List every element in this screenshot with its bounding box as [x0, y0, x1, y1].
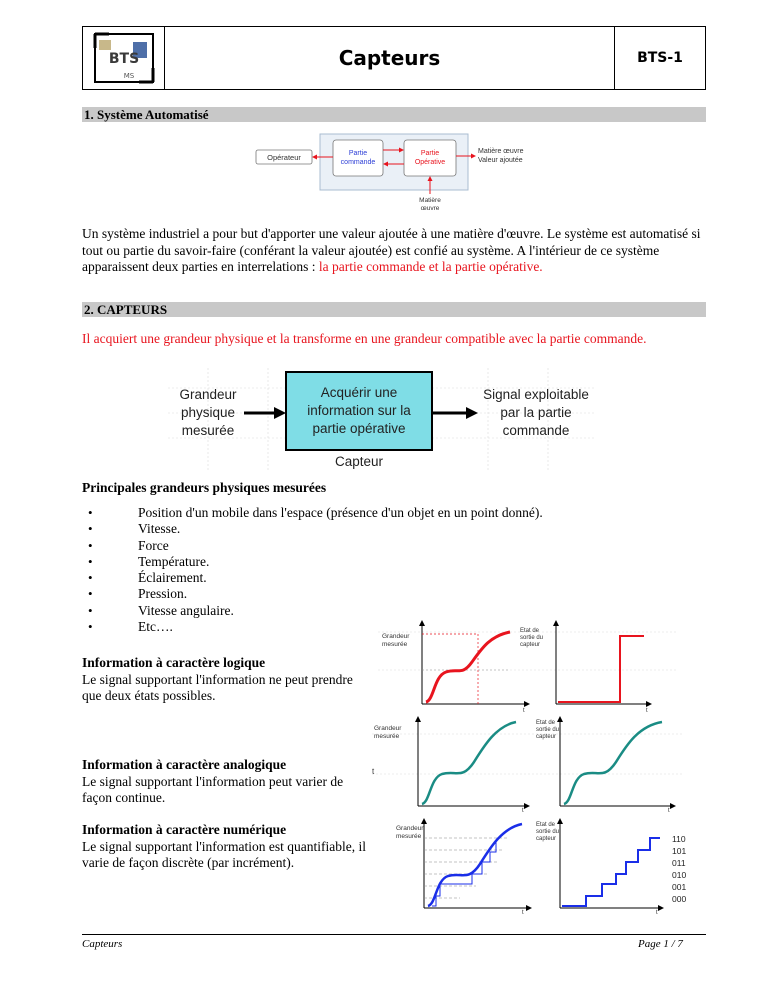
svg-text:capteur: capteur: [536, 836, 557, 842]
svg-text:sortie du: sortie du: [536, 727, 560, 733]
svg-text:information sur la: information sur la: [307, 403, 411, 418]
svg-text:sortie du: sortie du: [536, 829, 560, 835]
list-item: • Pression.: [82, 586, 543, 602]
svg-text:commande: commande: [502, 423, 570, 438]
course-code: BTS-1: [637, 50, 683, 66]
svg-text:000: 000: [672, 894, 687, 904]
svg-text:Etat de: Etat de: [536, 822, 556, 828]
operative-box: [404, 140, 456, 176]
info-analogique: [82, 757, 372, 807]
list-item: • Etc….: [82, 619, 543, 635]
list-item: • Éclairement.: [82, 570, 543, 586]
svg-text:œuvre: œuvre: [420, 205, 440, 212]
svg-text:sortie du: sortie du: [520, 635, 544, 641]
svg-text:011: 011: [672, 858, 686, 868]
analogique-graphs: [372, 714, 684, 814]
svg-text:Matière: Matière: [419, 197, 441, 204]
svg-text:Matière œuvre: Matière œuvre: [478, 148, 524, 155]
system-diagram: [250, 128, 550, 214]
info-analogique-text: Le signal supportant l'information peut varier de façon continue.: [82, 773, 344, 805]
info-logique: [82, 655, 372, 705]
svg-text:capteur: capteur: [536, 734, 557, 740]
logique-graphs: [378, 620, 678, 712]
info-logique-text: Le signal supportant l'information ne peut prendre que deux états possibles.: [82, 671, 353, 703]
svg-text:BTS: BTS: [108, 51, 139, 67]
footer-divider: [82, 934, 706, 935]
svg-text:Acquérir une: Acquérir une: [320, 385, 398, 400]
section2-intro: Il acquiert une grandeur physique et la transforme en une grandeur compatible avec la partie commande.: [82, 331, 647, 346]
svg-text:partie opérative: partie opérative: [312, 421, 406, 436]
footer-title: Capteurs: [82, 938, 123, 950]
list-item: • Température.: [82, 554, 543, 570]
section1-paragraph: Un système industriel a pour but d'apporter une valeur ajoutée à une matière d'œuvre. Le système est automatisé si tout ou partie du savoir-faire (conférant la valeur ajoutée) est confié au système. A l'intérieur de ce système apparaissent deux parties en interrelations : la partie commande et la partie opérative.: [82, 226, 701, 274]
page-title: Capteurs: [165, 27, 615, 89]
command-box: [333, 140, 383, 176]
svg-text:t: t: [523, 708, 525, 712]
section1-heading: 1. Système Automatisé: [82, 107, 706, 122]
numerique-graphs: [380, 816, 694, 916]
svg-text:Grandeur: Grandeur: [374, 725, 402, 732]
svg-text:commande: commande: [340, 159, 376, 166]
svg-text:mesurée: mesurée: [181, 423, 235, 438]
svg-text:Signal exploitable: Signal exploitable: [483, 387, 589, 402]
svg-text:mesurée: mesurée: [382, 641, 408, 648]
svg-text:MS: MS: [123, 72, 134, 80]
logo: [83, 27, 165, 89]
svg-text:110: 110: [672, 834, 686, 844]
section2-heading: 2. CAPTEURS: [82, 302, 706, 317]
svg-text:Capteur: Capteur: [334, 454, 384, 469]
svg-text:101: 101: [672, 846, 687, 856]
list-item: • Vitesse.: [82, 521, 543, 537]
svg-text:t: t: [372, 767, 375, 776]
svg-text:Partie: Partie: [348, 150, 368, 157]
svg-text:t: t: [522, 808, 524, 814]
svg-text:mesurée: mesurée: [374, 733, 400, 740]
svg-text:t: t: [668, 808, 670, 814]
list-item: • Position d'un mobile dans l'espace (présence d'un objet en un point donné).: [82, 505, 543, 521]
info-numerique: [82, 822, 372, 872]
svg-text:mesurée: mesurée: [396, 833, 422, 840]
svg-text:t: t: [646, 708, 648, 712]
svg-text:par la partie: par la partie: [500, 405, 572, 420]
list-item: • Force: [82, 538, 543, 554]
quantities-list: [82, 505, 543, 635]
svg-text:Valeur ajoutée: Valeur ajoutée: [478, 157, 523, 164]
info-logique-title: Information à caractère logique: [82, 655, 266, 670]
svg-text:t: t: [522, 910, 524, 916]
quantities-heading: Principales grandeurs physiques mesurées: [82, 480, 327, 495]
info-analogique-title: Information à caractère analogique: [82, 757, 287, 772]
svg-text:Grandeur: Grandeur: [396, 825, 424, 832]
svg-text:physique: physique: [180, 405, 236, 420]
list-item: • Vitesse angulaire.: [82, 603, 543, 619]
svg-text:Grandeur: Grandeur: [179, 387, 237, 402]
svg-text:capteur: capteur: [520, 642, 541, 648]
info-numerique-title: Information à caractère numérique: [82, 822, 287, 837]
svg-text:t: t: [656, 910, 658, 916]
bts-logo-icon: [89, 30, 159, 86]
header-table: [82, 26, 706, 90]
info-numerique-text: Le signal supportant l'information est quantifiable, il varie de façon discrète (par incrément).: [82, 838, 366, 870]
svg-text:Grandeur: Grandeur: [382, 633, 410, 640]
svg-text:Etat de: Etat de: [536, 720, 556, 726]
page-number: Page 1 / 7: [638, 938, 683, 950]
svg-text:Opérative: Opérative: [414, 159, 446, 166]
svg-text:001: 001: [672, 882, 687, 892]
svg-text:Etat de: Etat de: [520, 628, 540, 634]
svg-text:Partie: Partie: [420, 150, 440, 157]
sensor-diagram: [168, 368, 596, 472]
svg-text:Opérateur: Opérateur: [267, 153, 301, 162]
svg-text:010: 010: [672, 870, 687, 880]
